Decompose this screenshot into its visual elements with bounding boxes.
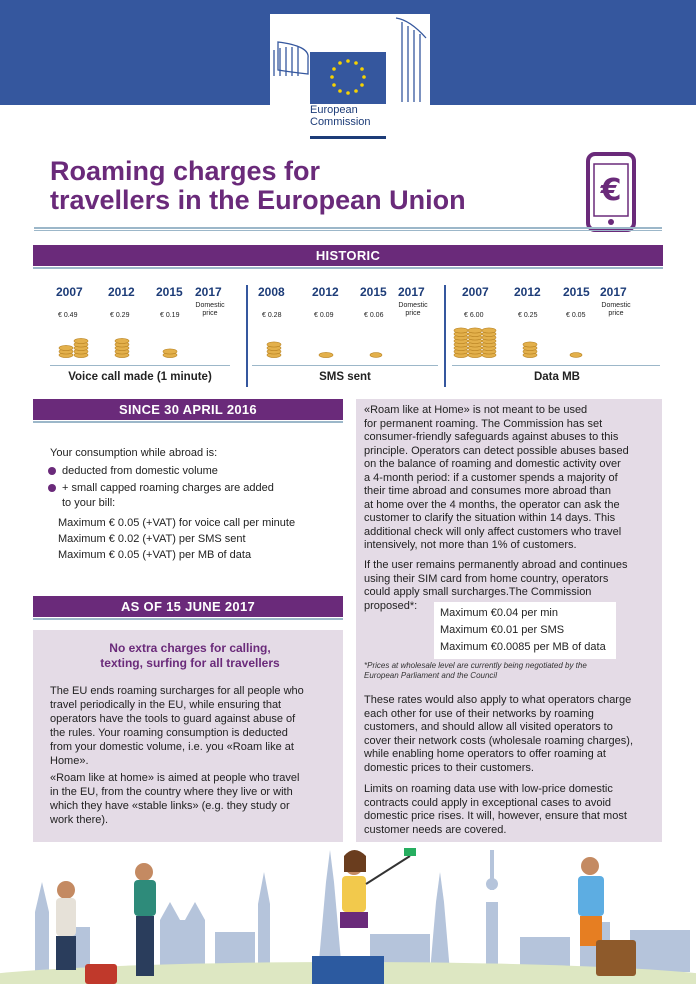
- text-line: proposed*:: [364, 599, 418, 612]
- text-line: Limits on roaming data use with low-price domestic: [364, 783, 613, 795]
- coin-stack-icon: [112, 333, 132, 359]
- as-2017-paragraph-1: [50, 684, 340, 768]
- title-line-2: travellers in the European Union: [50, 185, 466, 215]
- as-2017-underline: [33, 618, 343, 620]
- text-line: «Roam like at Home» is not meant to be used: [364, 404, 588, 416]
- price-label: € 0.19: [160, 312, 180, 319]
- max-charge: Maximum € 0.05 (+VAT) for voice call per minute: [58, 517, 296, 529]
- price-label: € 0.49: [58, 312, 78, 319]
- year-label: 2007: [56, 285, 83, 299]
- coin-stack-icon: [452, 319, 498, 359]
- text-line: the rules. Your roaming consumption is deducted: [50, 727, 288, 739]
- text-line: principle. Operators can detect possible abuses based: [364, 444, 629, 457]
- as-2017-heading-line1: No extra charges for calling,: [109, 641, 271, 655]
- right-paragraph-4: [364, 783, 660, 837]
- text-line: customer needs are covered.: [364, 823, 507, 836]
- as-2017-header: AS OF 15 JUNE 2017: [33, 596, 343, 617]
- year-label: 2015: [360, 285, 387, 299]
- text-line: domestic price rises. It will, however, ensure that most: [364, 810, 627, 822]
- text-line: their time abroad and consumes more abroad than: [364, 485, 612, 497]
- title-divider: [34, 227, 662, 229]
- domestic-price-label: Domestic price: [398, 302, 428, 317]
- as-2017-paragraph-2: [50, 771, 340, 827]
- ec-logo-text: [310, 104, 390, 128]
- logo-underline: [310, 136, 386, 139]
- text-line: while enabling home operators to offer roaming at: [364, 748, 606, 760]
- year-label: 2017: [600, 285, 627, 299]
- as-2017-heading: [60, 641, 320, 671]
- domestic-price-label: Domestic price: [601, 302, 631, 317]
- text-line: which they have «stable links» (e.g. they study or: [50, 800, 290, 812]
- proposed-caps-box: [434, 602, 616, 659]
- historic-header-underline: [33, 267, 663, 269]
- text-line: operators have the tools to guard against abuse of: [50, 713, 296, 725]
- title-divider-thin: [34, 230, 662, 231]
- coin-stack-icon: [366, 333, 386, 359]
- as-2017-heading-line2: texting, surfing for all travellers: [100, 656, 280, 670]
- text-line: a 4-month period: if a customer spends a majority of: [364, 471, 618, 484]
- coin-stack-icon: [316, 333, 336, 359]
- year-label: 2012: [312, 285, 339, 299]
- page-title: [50, 157, 530, 215]
- historic-group-voice: [50, 285, 240, 387]
- since-2016-header: SINCE 30 APRIL 2016: [33, 399, 343, 420]
- text-line: for permanent roaming. The Commission has set: [364, 417, 603, 430]
- historic-caption-sms: SMS sent: [319, 371, 371, 383]
- year-label: 2008: [258, 285, 285, 299]
- text-line: in the EU, from the country where they live or with: [50, 786, 293, 798]
- city-skyline-illustration: [0, 842, 696, 984]
- coin-stack-icon: [56, 333, 96, 359]
- text-line: each other for use of their networks by roaming: [364, 707, 594, 720]
- footnote: [364, 661, 660, 681]
- text-line: «Roam like at home» is aimed at people who travel: [50, 772, 300, 784]
- since-2016-intro: Your consumption while abroad is:: [50, 447, 218, 459]
- text-line: intensively, not more than 1% of customers.: [364, 539, 577, 551]
- bullet-text: deducted from domestic volume: [62, 465, 218, 477]
- proposed-cap: Maximum €0.0085 per MB of data: [440, 641, 606, 653]
- text-line: at home over the 4 months, the operator can ask the: [364, 498, 620, 511]
- text-line: *Prices at wholesale level are currently being negotiated by the: [364, 661, 587, 670]
- ec-logo-line1: European: [310, 104, 358, 116]
- text-line: on the balance of roaming and domestic activity over: [364, 458, 621, 470]
- max-charge: Maximum € 0.05 (+VAT) per MB of data: [58, 549, 252, 561]
- historic-separator: [444, 285, 446, 387]
- coin-stack-icon: [264, 333, 284, 359]
- text-line: consumer-friendly safeguards against abuses to this: [364, 431, 619, 443]
- price-label: € 6.00: [464, 312, 484, 319]
- right-paragraph-1: [364, 404, 660, 553]
- bullet-item: [48, 464, 348, 478]
- historic-rule: [50, 365, 230, 366]
- year-label: 2015: [156, 285, 183, 299]
- historic-caption-voice: Voice call made (1 minute): [68, 371, 212, 383]
- text-line: European Parliament and the Council: [364, 671, 497, 680]
- bullet-continuation: to your bill:: [62, 497, 116, 509]
- since-2016-underline: [33, 421, 343, 423]
- bullet-dot-icon: [48, 484, 56, 492]
- text-line: If the user remains permanently abroad and continues: [364, 559, 628, 571]
- historic-caption-data: Data MB: [533, 371, 580, 383]
- bullet-text: + small capped roaming charges are added: [62, 482, 274, 494]
- text-line: domestic prices to their customers.: [364, 761, 534, 774]
- price-label: € 0.06: [364, 312, 384, 319]
- proposed-cap: Maximum €0.04 per min: [440, 607, 558, 619]
- price-label: € 0.28: [262, 312, 282, 319]
- year-label: 2012: [514, 285, 541, 299]
- price-label: € 0.25: [518, 312, 538, 319]
- year-label: 2015: [563, 285, 590, 299]
- text-line: using their SIM card from home country, operators: [364, 572, 609, 585]
- historic-header: HISTORIC: [33, 245, 663, 266]
- coin-stack-icon: [520, 333, 540, 359]
- historic-rule: [252, 365, 438, 366]
- title-line-1: Roaming charges for: [50, 156, 321, 186]
- max-charge: Maximum € 0.02 (+VAT) per SMS sent: [58, 533, 246, 545]
- domestic-price-label: Domestic price: [195, 302, 225, 317]
- text-line: work there).: [50, 814, 109, 826]
- text-line: cover their network costs (wholesale roaming charges),: [364, 734, 634, 747]
- historic-rule: [452, 365, 660, 366]
- year-label: 2012: [108, 285, 135, 299]
- year-label: 2017: [195, 285, 222, 299]
- text-line: could apply small surcharges.The Commission: [364, 586, 592, 598]
- right-paragraph-3: [364, 694, 660, 775]
- text-line: from your domestic volume, i.e. you «Roam like at: [50, 741, 294, 753]
- text-line: additional check will only affect customers who travel: [364, 525, 622, 538]
- text-line: customers, and should allow all visited operators to: [364, 721, 613, 733]
- text-line: Home».: [50, 755, 89, 767]
- bullet-item: [48, 481, 348, 495]
- phone-euro-icon: [586, 152, 638, 232]
- price-label: € 0.05: [566, 312, 586, 319]
- svg-text:€: €: [600, 173, 622, 208]
- historic-group-data: [452, 285, 662, 387]
- price-label: € 0.29: [110, 312, 130, 319]
- ec-logo-line2: Commission: [310, 116, 371, 128]
- coin-stack-icon: [566, 333, 586, 359]
- text-line: These rates would also apply to what operators charge: [364, 694, 632, 706]
- text-line: travel periodically in the EU, while ensuring that: [50, 699, 282, 711]
- bullet-dot-icon: [48, 467, 56, 475]
- proposed-cap: Maximum €0.01 per SMS: [440, 624, 565, 636]
- year-label: 2017: [398, 285, 425, 299]
- price-label: € 0.09: [314, 312, 334, 319]
- text-line: The EU ends roaming surcharges for all people who: [50, 685, 304, 697]
- text-line: contracts could apply in exceptional cases to avoid: [364, 796, 612, 809]
- text-line: customer to clarify the situation within 14 days. This: [364, 512, 616, 524]
- coin-stack-icon: [160, 333, 180, 359]
- historic-group-sms: [252, 285, 442, 387]
- year-label: 2007: [462, 285, 489, 299]
